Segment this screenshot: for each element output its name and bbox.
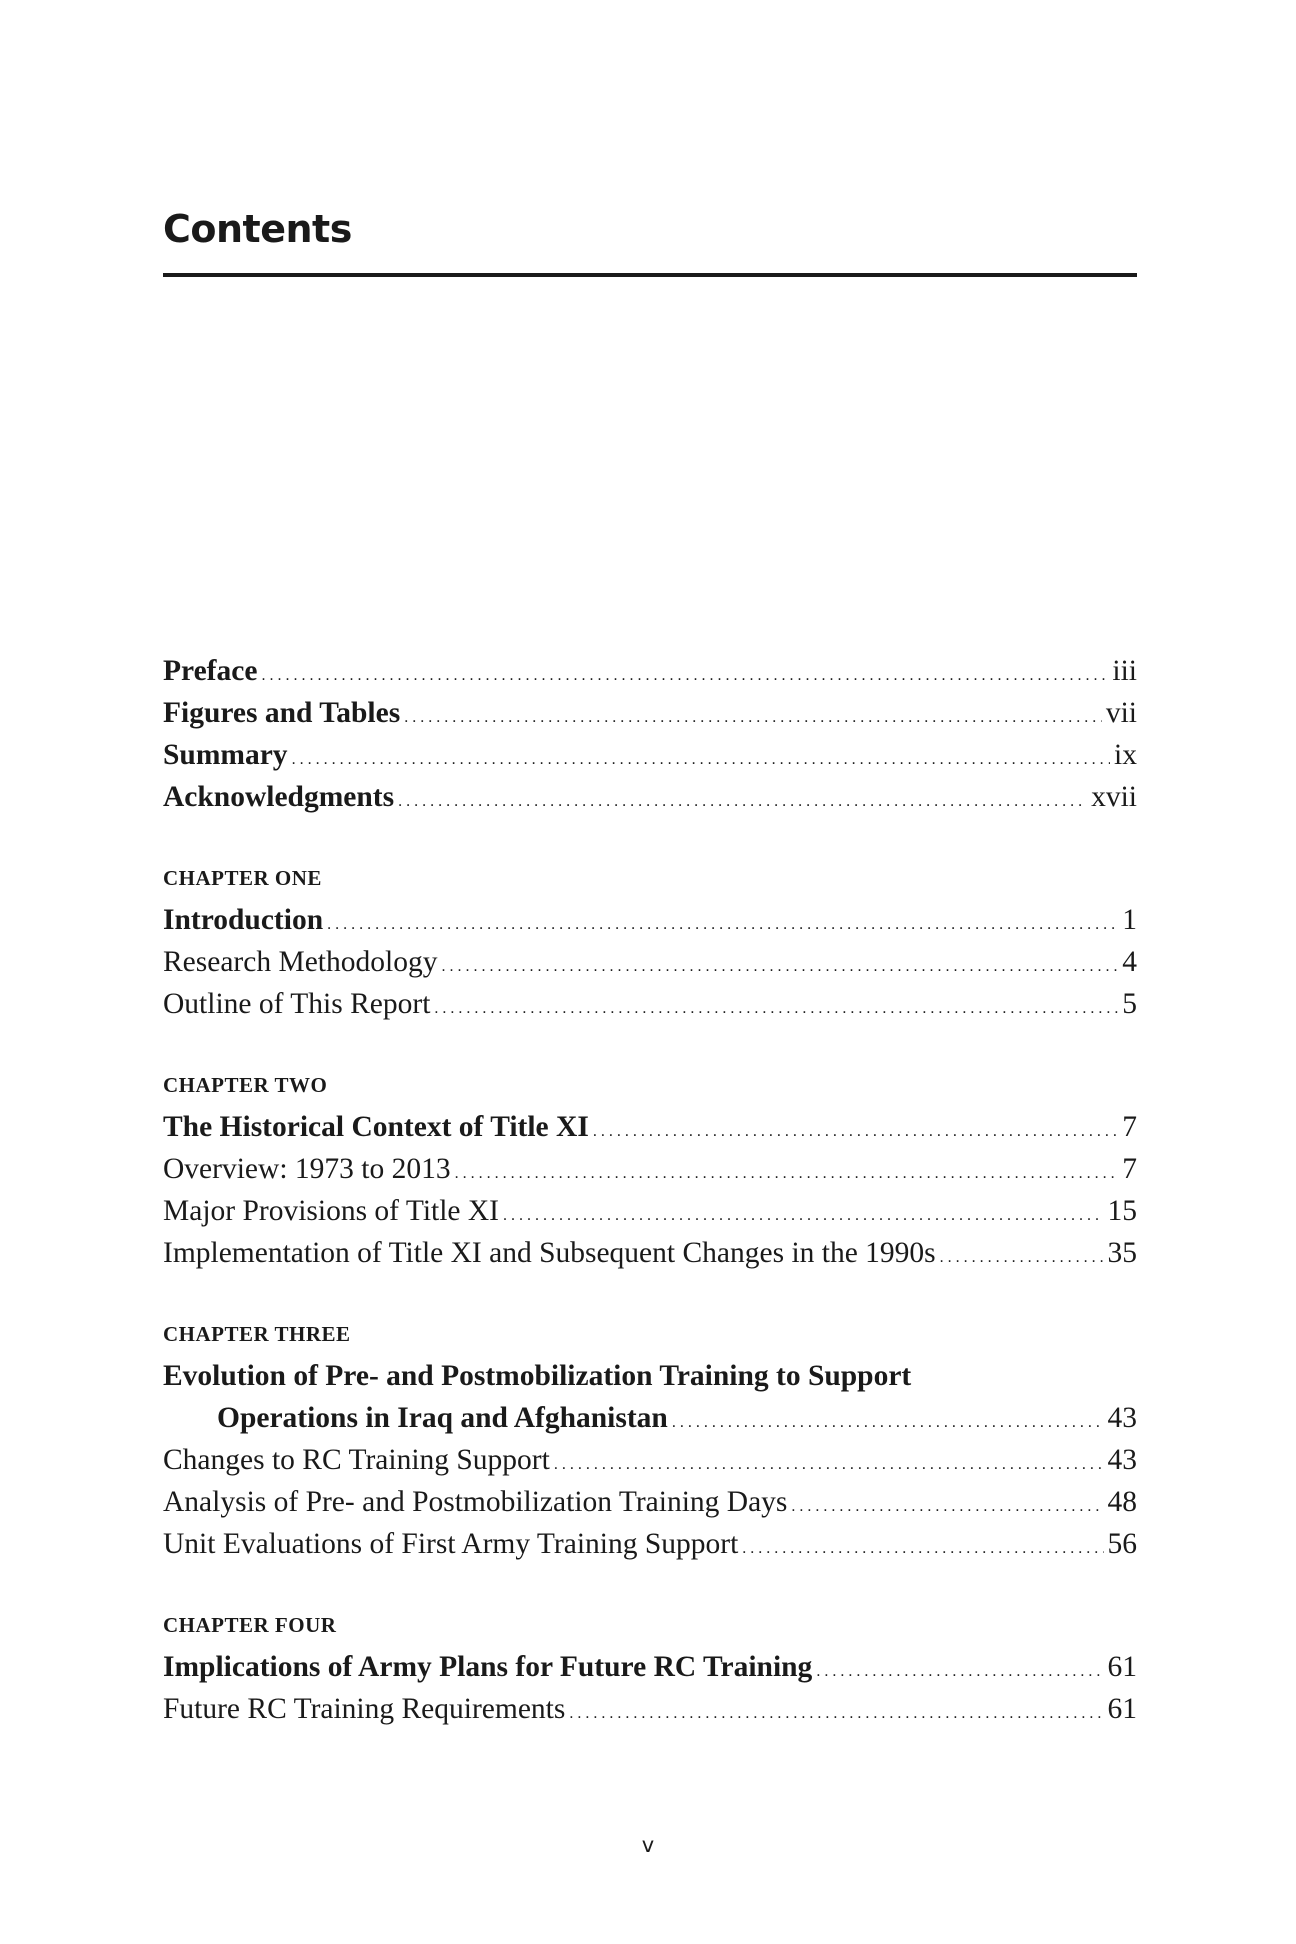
toc-entry-page: 7 [1122,1153,1137,1185]
toc-entry-section[interactable] [163,941,1137,983]
toc-entry-summary[interactable] [163,734,1137,776]
dot-leader [398,776,1087,823]
page-title: Contents [163,207,352,251]
toc-entry-page: 35 [1107,1237,1137,1269]
toc-entry-page: xvii [1091,781,1137,813]
toc-entry-title: Overview: 1973 to 2013 [163,1153,451,1185]
dot-leader [554,1439,1104,1486]
dot-leader [593,1106,1118,1153]
toc-entry-title: Acknowledgments [163,781,395,813]
toc-entry-title: Major Provisions of Title XI [163,1195,500,1227]
dot-leader [292,734,1110,781]
toc-entry-chapter-title[interactable] [163,1397,1137,1439]
toc-entry-section[interactable] [163,1232,1137,1274]
toc-entry-page: ix [1114,739,1137,771]
toc-entry-title: Figures and Tables [163,697,401,729]
toc-entry-section[interactable] [163,1481,1137,1523]
table-of-contents [163,650,1137,1730]
chapter-label: CHAPTER ONE [163,866,322,890]
toc-entry-page: 48 [1107,1486,1137,1518]
dot-leader [261,650,1108,697]
toc-entry-title: Introduction [163,904,324,936]
toc-entry-section[interactable] [163,1190,1137,1232]
toc-entry-page: 61 [1107,1693,1137,1725]
chapter-label: CHAPTER TWO [163,1073,328,1097]
toc-entry-title: Analysis of Pre- and Postmobilization Training Days [163,1486,788,1518]
dot-leader [327,899,1118,946]
toc-entry-title: Research Methodology [163,946,438,978]
dot-leader [742,1523,1103,1570]
toc-entry-title: Preface [163,655,258,687]
toc-entry-title: The Historical Context of Title XI [163,1111,589,1143]
dot-leader [816,1646,1103,1693]
toc-entry-title: Summary [163,739,288,771]
toc-entry-section[interactable] [163,1523,1137,1565]
toc-entry-section[interactable] [163,983,1137,1025]
toc-entry-figures-and-tables[interactable] [163,692,1137,734]
dot-leader [404,692,1102,739]
toc-entry-page: 1 [1122,904,1137,936]
page-number: v [641,1833,655,1857]
dot-leader [672,1397,1104,1444]
toc-entry-page: 43 [1107,1444,1137,1476]
title-rule [163,273,1137,277]
toc-entry-title: Implementation of Title XI and Subsequent Changes in the 1990s [163,1237,936,1269]
dot-leader [434,983,1118,1030]
dot-leader [455,1148,1119,1195]
toc-entry-page: iii [1112,655,1137,687]
dot-leader [791,1481,1103,1528]
toc-entry-page: 4 [1122,946,1137,978]
toc-entry-page: 56 [1107,1528,1137,1560]
toc-entry-title: Future RC Training Requirements [163,1693,566,1725]
chapter-label: CHAPTER FOUR [163,1613,337,1637]
toc-entry-acknowledgments[interactable] [163,776,1137,818]
toc-entry-chapter-title[interactable] [163,1646,1137,1688]
toc-entry-chapter-title[interactable] [163,899,1137,941]
toc-entry-page: 15 [1107,1195,1137,1227]
chapter-label: CHAPTER THREE [163,1322,351,1346]
toc-entry-preface[interactable] [163,650,1137,692]
toc-entry-page: 7 [1122,1111,1137,1143]
toc-entry-page: 61 [1107,1651,1137,1683]
toc-entry-title: Outline of This Report [163,988,431,1020]
toc-entry-title: Implications of Army Plans for Future RC Training [163,1651,813,1683]
toc-entry-page: vii [1105,697,1137,729]
toc-entry-chapter-title-line1[interactable]: Evolution of Pre- and Postmobilization Training to Support [163,1360,912,1392]
toc-entry-section[interactable] [163,1688,1137,1730]
dot-leader [441,941,1118,988]
toc-entry-title: Unit Evaluations of First Army Training Support [163,1528,739,1560]
toc-entry-title: Operations in Iraq and Afghanistan [217,1402,668,1434]
dot-leader [569,1688,1103,1735]
dot-leader [940,1232,1104,1279]
toc-entry-title: Changes to RC Training Support [163,1444,550,1476]
toc-entry-section[interactable] [163,1439,1137,1481]
dot-leader [503,1190,1103,1237]
toc-entry-section[interactable] [163,1148,1137,1190]
toc-entry-page: 5 [1122,988,1137,1020]
toc-entry-page: 43 [1107,1402,1137,1434]
toc-entry-chapter-title[interactable] [163,1106,1137,1148]
